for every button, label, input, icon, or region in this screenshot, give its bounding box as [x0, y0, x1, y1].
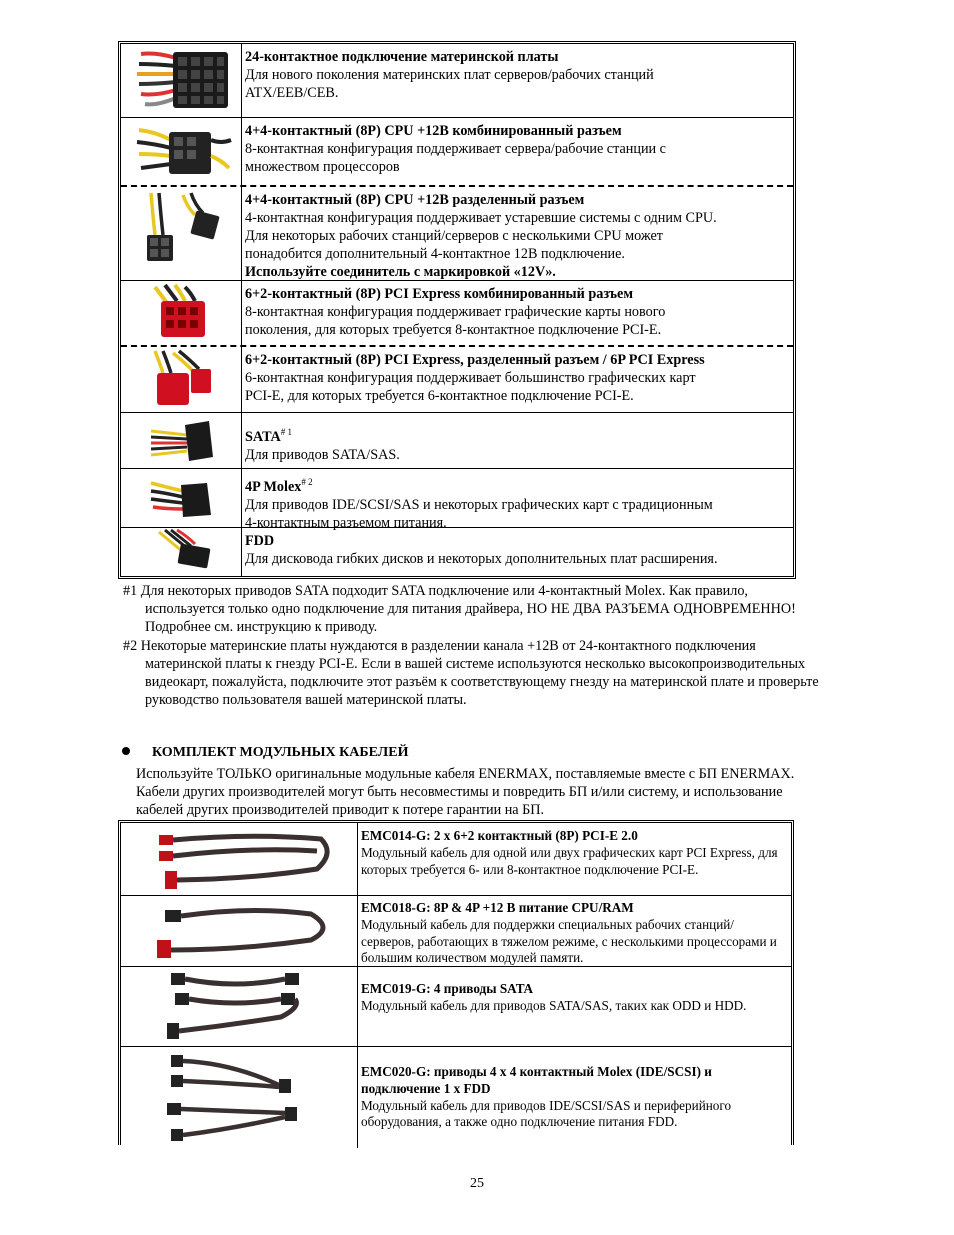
connector-cpu-combined-image [121, 118, 242, 185]
cable-row-emc019 [121, 967, 791, 1047]
connector-pcie-combined-image [121, 281, 242, 345]
connector-row-fdd [121, 528, 793, 576]
connector-title: SATA [245, 429, 281, 445]
connector-title: 6+2-контактный (8P) PCI Express, разделенный разъем / 6P PCI Express [245, 352, 705, 368]
connector-row-pcie-split [121, 347, 793, 413]
connector-molex-image [121, 469, 242, 527]
connector-table [118, 41, 796, 579]
cable-desc: Модульный кабель для поддержки специальных рабочих станций/серверов, работающих в тяжелом режиме, с несколькими процессорами и большим количеством модулей памяти. [361, 916, 777, 966]
connector-row-24pin [121, 44, 793, 118]
footnote-ref: # 2 [301, 477, 313, 487]
connector-desc-line: 4-контактная конфигурация поддерживает устаревшие системы с одним CPU. [245, 210, 717, 226]
cable-row-emc014 [121, 823, 791, 896]
connector-row-molex [121, 469, 793, 531]
connector-desc-line: Для некоторых рабочих станций/серверов с несколькими CPU может [245, 228, 663, 244]
cable-desc: Модульный кабель для одной или двух графических карт PCI Express, для которых требуется 6- или 8-контактное подключение PCI-E. [361, 844, 778, 877]
cable-emc018-image [121, 896, 358, 966]
cable-emc014-image [121, 823, 358, 895]
connector-sata-image [121, 413, 242, 468]
footnote-2: #2 Некоторые материнские платы нуждаются в разделении канала +12В от 24-контактного подключения материнской платы к гнезду PCI-E. Если в вашей системе используются несколько высокопроизводительных видеокарт, пожалуйста, подключите этот разъём к соответствующему гнезду на материнской плате и проверьте руководство пользователя вашей материнской платы. [123, 637, 819, 709]
cable-title: EMC014-G: 2 x 6+2 контактный (8P) PCI-E 2.0 [361, 828, 638, 843]
connector-desc-line: понадобится дополнительный 4-контактное 12В подключение. [245, 246, 625, 262]
connector-desc-line: 4-контактным разъемом питания. [245, 515, 447, 531]
connector-desc-line: ATX/EEB/CEB. [245, 85, 339, 101]
cable-table [118, 820, 794, 1145]
connector-title: 6+2-контактный (8P) PCI Express комбинированный разъем [245, 286, 634, 302]
connector-fdd-image [121, 528, 242, 576]
footnotes [123, 582, 823, 709]
connector-title: 4+4-контактный (8P) CPU +12В комбинированный разъем [245, 123, 622, 139]
cable-desc: Модульный кабель для приводов IDE/SCSI/SAS и периферийного оборудования, а также одно подключение питания FDD. [361, 1097, 732, 1130]
connector-cpu-split-image [121, 187, 242, 280]
connector-title: 4+4-контактный (8P) CPU +12В разделенный разъем [245, 192, 585, 208]
cable-title: EMC018-G: 8P & 4P +12 В питание CPU/RAM [361, 900, 634, 915]
cable-row-emc018 [121, 896, 791, 967]
section-intro: Используйте ТОЛЬКО оригинальные модульные кабеля ENERMAX, поставляемые вместе с БП ENERMAX. Кабели других производителей могут быть несовместимы и повредить БП и/или систему, и использование кабелей других производителей приводит к потере гарантии на БП. [136, 766, 795, 819]
connector-desc-line: PCI-E, для которых требуется 6-контактное подключение PCI-E. [245, 388, 634, 404]
connector-note: Используйте соединитель с маркировкой «12V». [245, 264, 556, 280]
connector-desc-line: множеством процессоров [245, 159, 400, 175]
connector-desc-line: Для приводов IDE/SCSI/SAS и некоторых графических карт с традиционным [245, 497, 713, 513]
cable-title: EMC019-G: 4 приводы SATA [361, 981, 534, 996]
connector-desc-line: поколения, для которых требуется 8-контактное подключение PCI-E. [245, 322, 662, 338]
connector-desc-line: Для приводов SATA/SAS. [245, 447, 400, 463]
cable-title: EMC020-G: приводы 4 x 4 контактный Molex (IDE/SCSI) и подключение 1 x FDD [361, 1064, 712, 1096]
connector-pcie-split-image [121, 347, 242, 412]
connector-row-cpu-split [121, 187, 793, 281]
cable-emc019-image [121, 967, 358, 1046]
connector-desc-line: Для дисковода гибких дисков и некоторых дополнительных плат расширения. [245, 551, 718, 567]
cable-desc: Модульный кабель для приводов SATA/SAS, таких как ODD и HDD. [361, 997, 747, 1013]
connector-24pin-image [121, 44, 242, 117]
page-number: 25 [470, 1176, 484, 1191]
connector-desc-line: 8-контактная конфигурация поддерживает графические карты нового [245, 304, 666, 320]
connector-row-cpu-combined [121, 118, 793, 187]
footnote-1: #1 Для некоторых приводов SATA подходит SATA подключение или 4-контактный Molex. Как правило, используется только одно подключение для питания драйвера, НО НЕ ДВА РАЗЪЕМА ОДНОВРЕМЕННО! Подробнее см. инструкцию к приводу. [123, 583, 796, 636]
footnote-ref: # 1 [280, 427, 292, 437]
connector-row-sata [121, 413, 793, 469]
connector-title: 24-контактное подключение материнской платы [245, 49, 559, 65]
cable-emc020-image [121, 1047, 358, 1148]
section-heading-text: КОМПЛЕКТ МОДУЛЬНЫХ КАБЕЛЕЙ [152, 745, 409, 760]
cable-row-emc020 [121, 1047, 791, 1148]
connector-title: FDD [245, 533, 275, 549]
connector-desc-line: 6-контактная конфигурация поддерживает большинство графических карт [245, 370, 696, 386]
connector-row-pcie-combined [121, 281, 793, 347]
section-heading [122, 745, 408, 761]
connector-title: 4P Molex [245, 479, 302, 495]
bullet-icon [122, 747, 130, 755]
connector-desc-line: Для нового поколения материнских плат серверов/рабочих станций [245, 67, 654, 83]
connector-desc-line: 8-контактная конфигурация поддерживает сервера/рабочие станции с [245, 141, 666, 157]
